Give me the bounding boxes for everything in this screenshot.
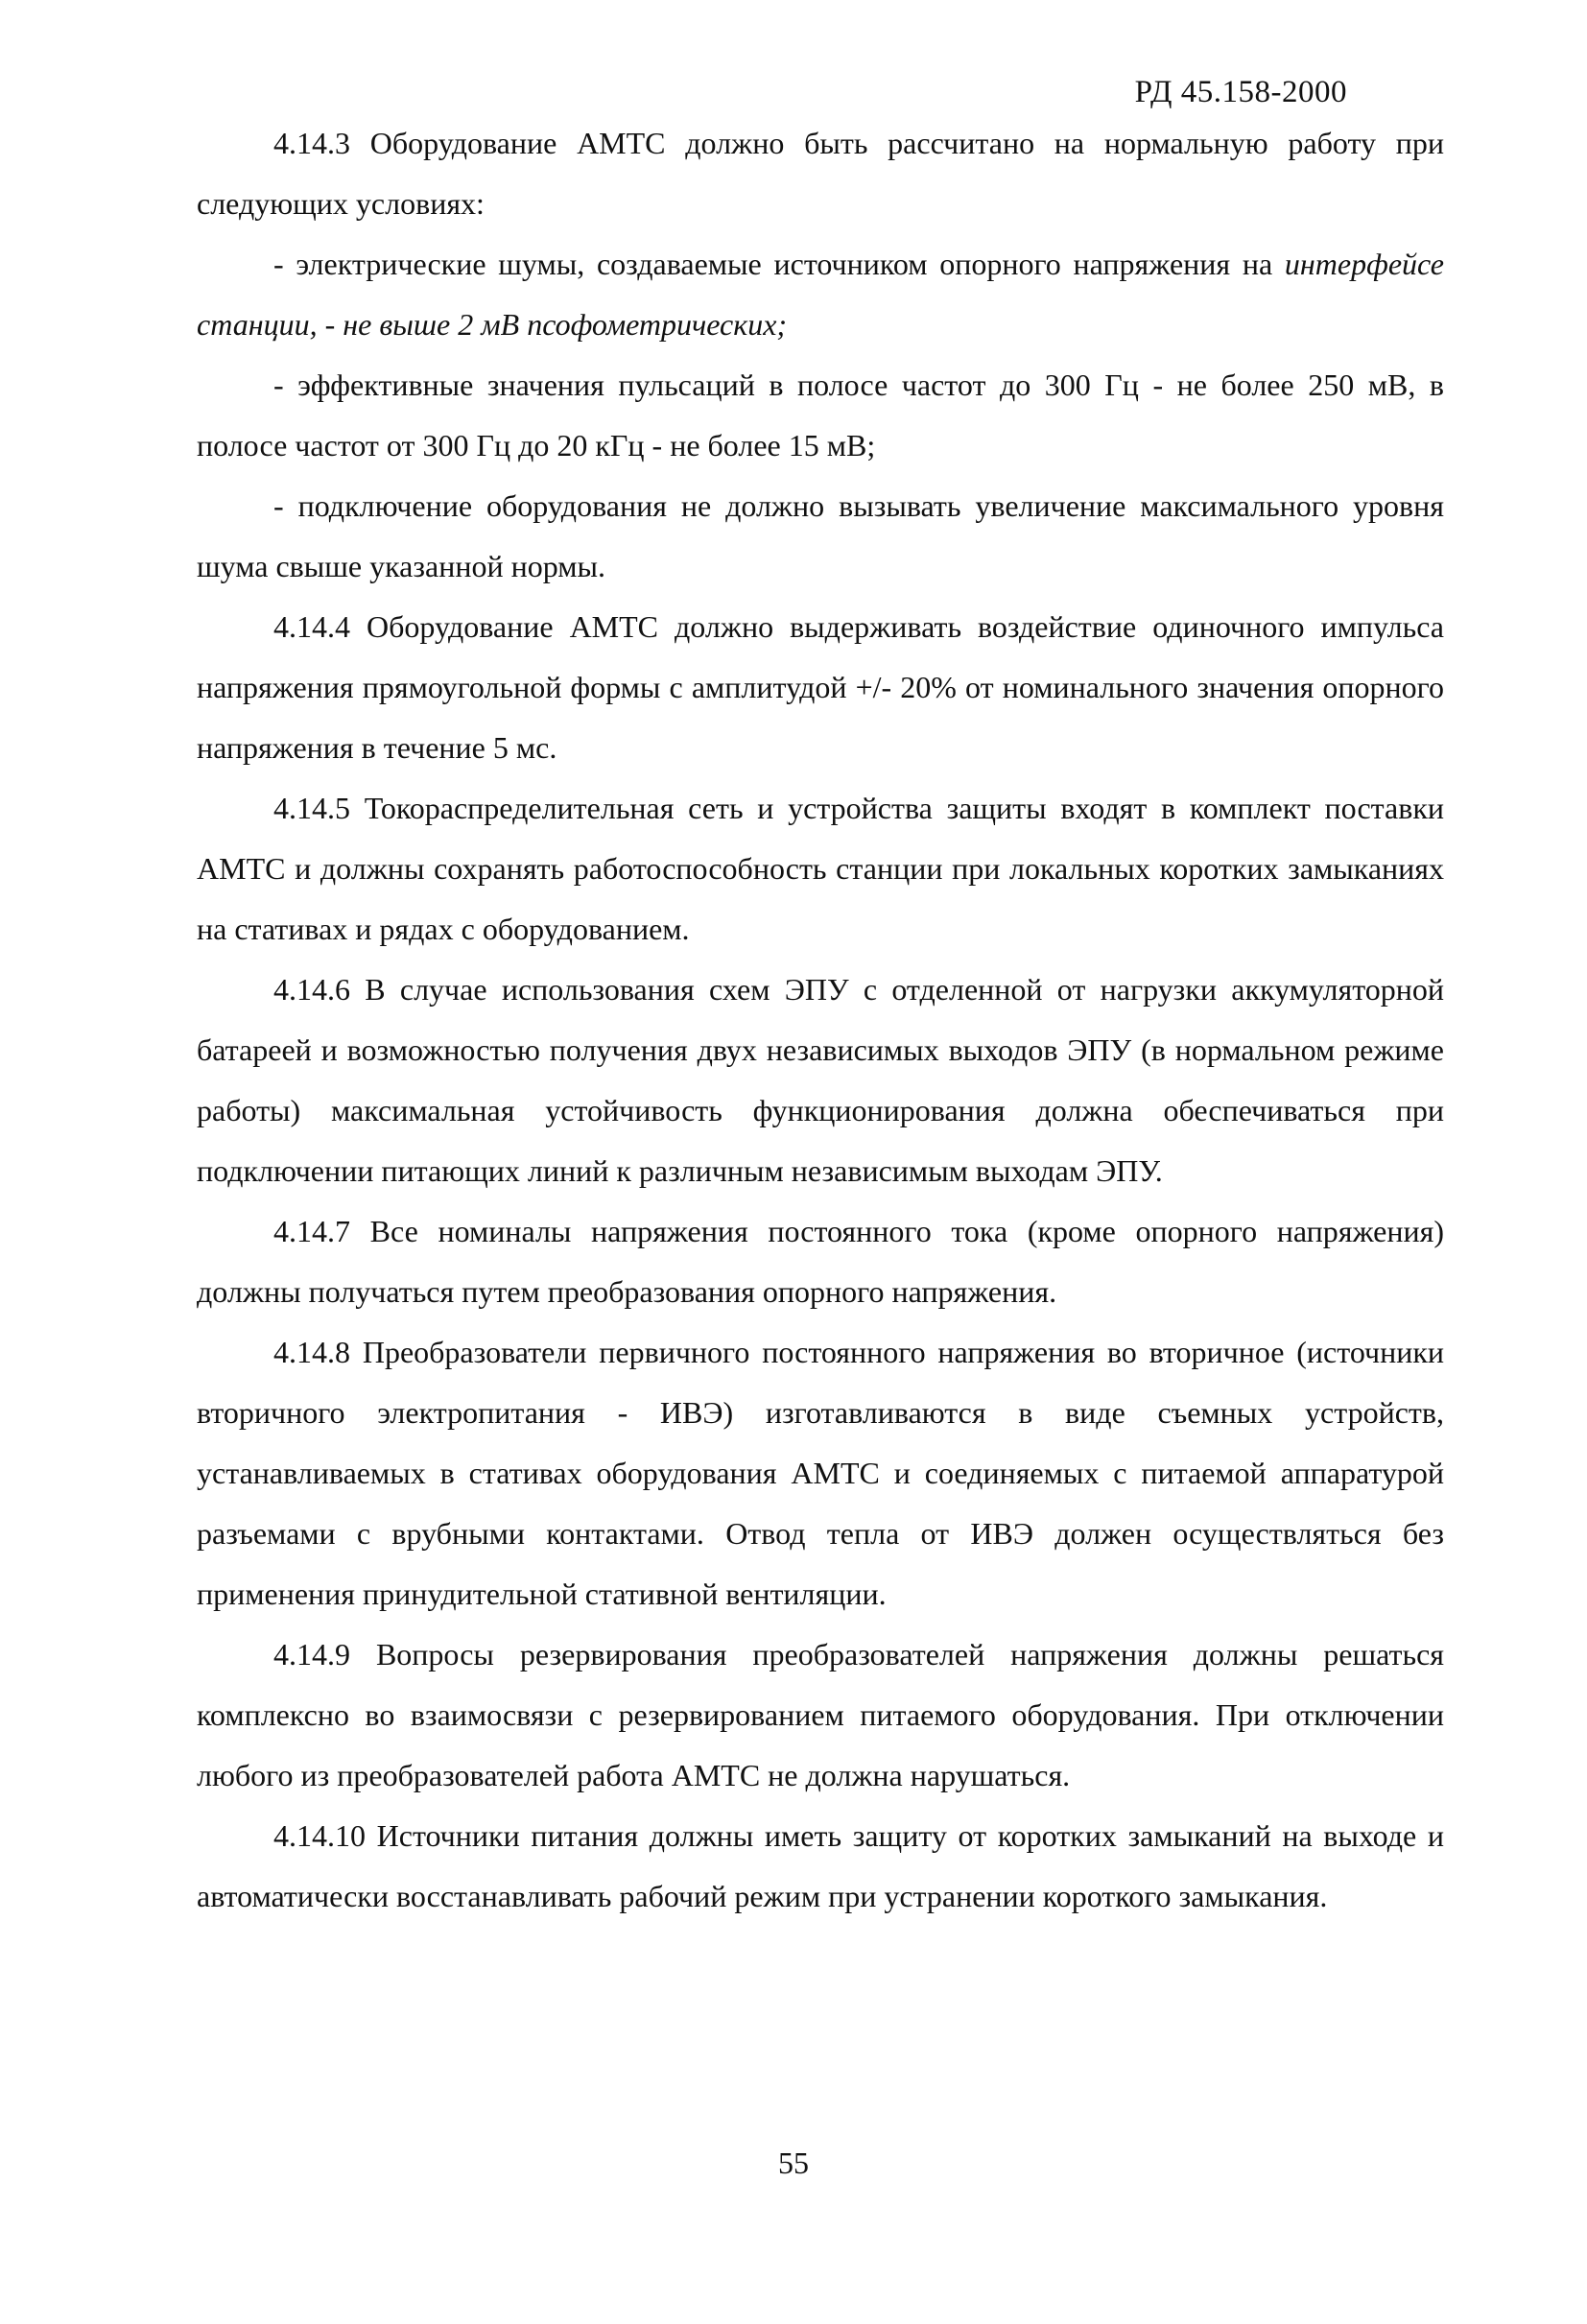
paragraph-4-14-5: 4.14.5 Токораспределительная сеть и устройства защиты входят в комплект поставки АМТС и должны сохранять работоспособность станции при локальных коротких замыканиях на стативах и рядах с оборудованием. (197, 791, 1444, 946)
paragraph-4-14-3: 4.14.3 Оборудование АМТС должно быть рассчитано на нормальную работу при следующих условиях: (197, 126, 1444, 221)
bullet-ripple-values: - эффективные значения пульсаций в полосе частот до 300 Гц - не более 250 мВ, в полосе частот от 300 Гц до 20 кГц - не более 15 мВ; (197, 368, 1444, 462)
paragraph-4-14-9: 4.14.9 Вопросы резервирования преобразователей напряжения должны решаться комплексно во взаимосвязи с резервированием питаемого оборудования. При отключении любого из преобразователей работа АМТС не должна нарушаться. (197, 1637, 1444, 1792)
document-body (197, 113, 1444, 1927)
paragraph-4-14-6: 4.14.6 В случае использования схем ЭПУ с отделенной от нагрузки аккумуляторной батареей и возможностью получения двух независимых выходов ЭПУ (в нормальном режиме работы) максимальная устойчивость функционирования должна обеспечиваться при подключении питающих линий к различным независимым выходам ЭПУ. (197, 972, 1444, 1188)
paragraph-4-14-7: 4.14.7 Все номиналы напряжения постоянного тока (кроме опорного напряжения) должны получаться путем преобразования опорного напряжения. (197, 1214, 1444, 1309)
document-code: РД 45.158-2000 (1134, 75, 1347, 109)
bullet-electrical-noise-italic: интерфейсе станции, - не выше 2 мВ псофометрических; (197, 247, 1444, 342)
bullet-electrical-noise (197, 234, 1444, 355)
bullet-noise-level: - подключение оборудования не должно вызывать увеличение максимального уровня шума свыше указанной нормы. (197, 488, 1444, 583)
paragraph-4-14-10: 4.14.10 Источники питания должны иметь защиту от коротких замыканий на выходе и автоматически восстанавливать рабочий режим при устранении короткого замыкания. (197, 1818, 1444, 1913)
page-number: 55 (778, 2146, 809, 2180)
bullet-electrical-noise-text: - электрические шумы, создаваемые источником опорного напряжения на (273, 247, 1285, 281)
paragraph-4-14-4: 4.14.4 Оборудование АМТС должно выдерживать воздействие одиночного импульса напряжения прямоугольной формы с амплитудой +/- 20% от номинального значения опорного напряжения в течение 5 мс. (197, 609, 1444, 765)
paragraph-4-14-8: 4.14.8 Преобразователи первичного постоянного напряжения во вторичное (источники вторичного электропитания - ИВЭ) изготавливаются в виде съемных устройств, устанавливаемых в стативах оборудования АМТС и соединяемых с питаемой аппаратурой разъемами с врубными контактами. Отвод тепла от ИВЭ должен осуществляться без применения принудительной стативной вентиляции. (197, 1335, 1444, 1611)
